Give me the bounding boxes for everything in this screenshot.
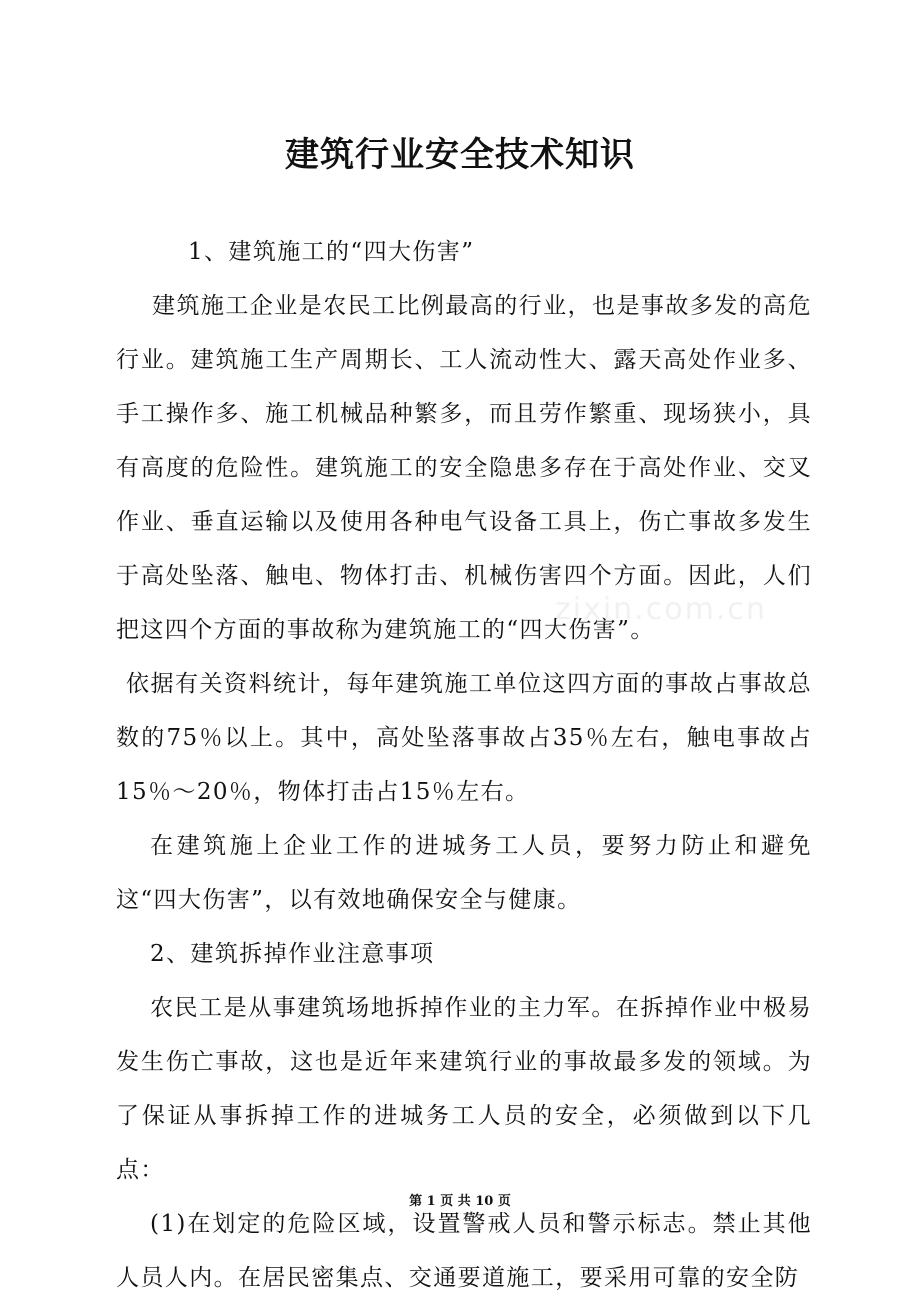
document-body xyxy=(116,225,812,1305)
paragraph: 在建筑施上企业工作的进城务工人员，要努力防止和避免这“四大伤害”，以有效地确保安全与健康。 xyxy=(116,833,812,913)
watermark: zixin.com.cn xyxy=(555,592,767,627)
paragraph: 依据有关资料统计，每年建筑施工单位这四方面的事故占事故总数的75％以上。其中，高处坠落事故占35％左右，触电事故占15％～20％，物体打击占15％左右。 xyxy=(116,671,812,805)
page-footer: 第 1 页 共 10 页 xyxy=(409,1194,511,1209)
paragraph: 农民工是从事建筑场地拆掉作业的主力军。在拆掉作业中极易发生伤亡事故，这也是近年来建筑行业的事故最多发的领域。为了保证从事拆掉工作的进城务工人员的安全，必须做到以下几点： xyxy=(116,995,812,1183)
paragraph: (1)在划定的危险区域，设置警戒人员和警示标志。禁止其他人员人内。在居民密集点、交通要道施工，要采用可靠的安全防 xyxy=(116,1211,812,1291)
page-title: 建筑行业安全技术知识 xyxy=(285,135,635,175)
section-heading-1: 1、建筑施工的“四大伤害” xyxy=(188,239,475,265)
paragraph: 建筑施工企业是农民工比例最高的行业，也是事故多发的高危行业。建筑施工生产周期长、工人流动性大、露天高处作业多、手工操作多、施工机械品种繁多，而且劳作繁重、现场狭小，具有高度的危险性。建筑施工的安全隐患多存在于高处作业、交叉作业、垂直运输以及使用各种电气设备工具上，伤亡事故多发生于高处坠落、触电、物体打击、机械伤害四个方面。因此，人们把这四个方面的事故称为建筑施工的“四大伤害”。 xyxy=(116,293,812,643)
section-heading-2: 2、建筑拆掉作业注意事项 xyxy=(150,941,435,967)
